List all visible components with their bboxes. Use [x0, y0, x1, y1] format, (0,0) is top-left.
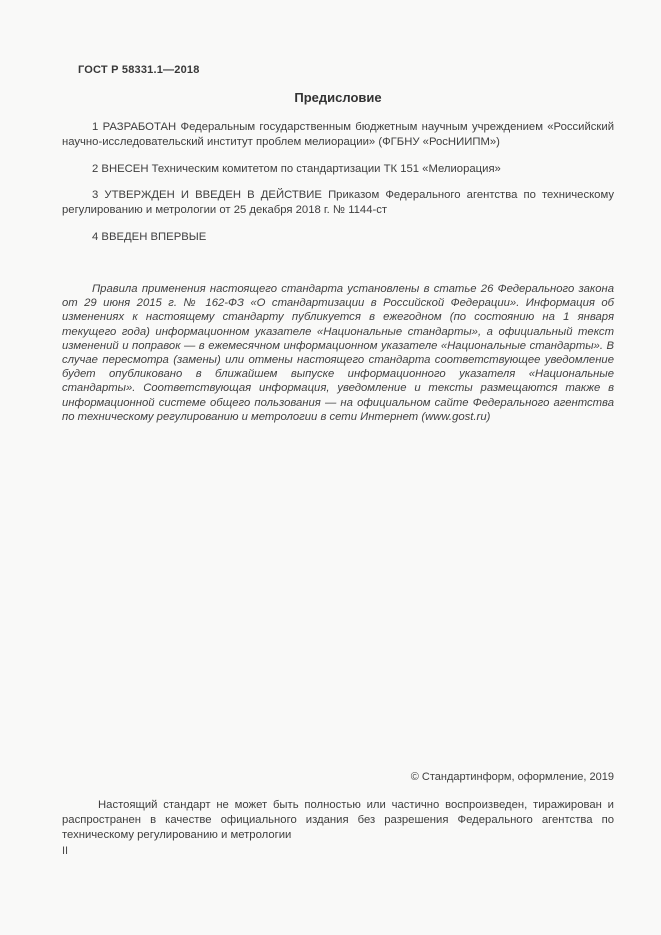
foreword-item-first-edition: 4 ВВЕДЕН ВПЕРВЫЕ: [92, 231, 207, 243]
foreword-item-developed: 1 РАЗРАБОТАН Федеральным государственным бюджетным научным учреждением «Российский научно-исследовательский институт проблем мелиорации» (ФГБНУ «РосНИИПМ»): [62, 121, 614, 148]
page-content: [62, 0, 614, 424]
foreword-item-submitted: 2 ВНЕСЕН Техническим комитетом по стандартизации ТК 151 «Мелиорация»: [92, 163, 501, 175]
foreword-item-approved: 3 УТВЕРЖДЕН И ВВЕДЕН В ДЕЙСТВИЕ Приказом Федерального агентства по техническому регулированию и метрологии от 25 декабря 2018 г. № 1144-ст: [62, 189, 614, 216]
document-code-header: ГОСТ Р 58331.1—2018: [78, 64, 200, 76]
copyright-notice: © Стандартинформ, оформление, 2019: [410, 771, 614, 783]
reproduction-restriction-notice: Настоящий стандарт не может быть полностью или частично воспроизведен, тиражирован и распространен в качестве официального издания без разрешения Федерального агентства по техническому регулированию и метрологии: [62, 799, 614, 842]
application-rules-note: Правила применения настоящего стандарта установлены в статье 26 Федерального закона от 29 июня 2015 г. № 162-ФЗ «О стандартизации в Российской Федерации». Информация об изменениях к настоящему стандарту публикуется в ежегодном (по состоянию на 1 января текущего года) информационном указателе «Национальные стандарты», а официальный текст изменений и поправок — в ежемесячном информационном указателе «Национальные стандарты». В случае пересмотра (замены) или отмены настоящего стандарта соответствующее уведомление будет опубликовано в ближайшем выпуске информационного указателя «Национальные стандарты». Соответствующая информация, уведомление и тексты размещаются также в информационной системе общего пользования — на официальном сайте Федерального агентства по техническому регулированию и метрологии в сети Интернет (www.gost.ru): [62, 283, 614, 423]
page-footer: [62, 771, 614, 858]
page-number: II: [62, 844, 69, 857]
page-title: Предисловие: [294, 90, 382, 105]
